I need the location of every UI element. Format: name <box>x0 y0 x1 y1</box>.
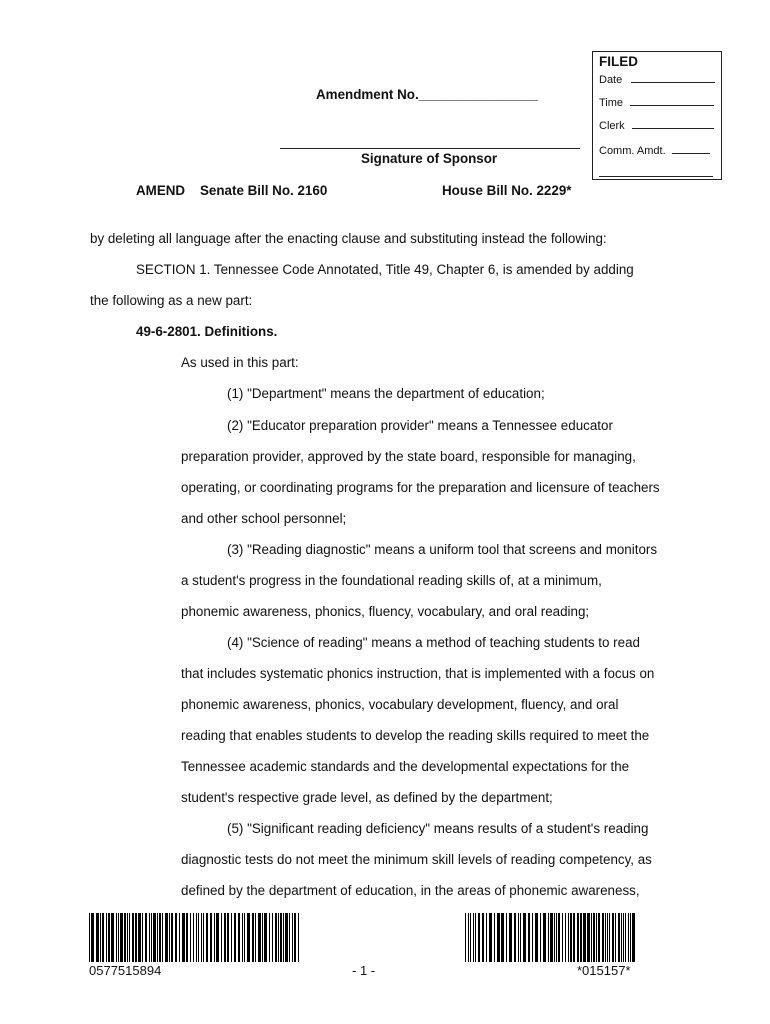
definition-5-line2: diagnostic tests do not meet the minimum skill levels of reading competency, as <box>181 852 652 867</box>
footer-right-code: *015157* <box>577 963 631 978</box>
signature-of-sponsor: Signature of Sponsor <box>361 151 498 166</box>
section1-line1: SECTION 1. Tennessee Code Annotated, Title 49, Chapter 6, is amended by adding <box>136 262 634 277</box>
barcode-bar <box>298 913 299 962</box>
intro-paragraph: by deleting all language after the enacting clause and substituting instead the following: <box>90 231 607 246</box>
barcode-left <box>89 913 299 962</box>
definition-3-line2: a student's progress in the foundational reading skills of, at a minimum, <box>181 573 602 588</box>
definition-4-line3: phonemic awareness, phonics, vocabulary development, fluency, and oral <box>181 697 619 712</box>
filed-clerk-row <box>599 119 714 132</box>
definition-5-line1: (5) "Significant reading deficiency" means results of a student's reading <box>227 821 649 836</box>
amendment-number: Amendment No.________________ <box>316 87 538 102</box>
house-bill-number: House Bill No. 2229* <box>442 183 572 198</box>
filed-time-row <box>599 96 714 109</box>
definition-4-line2: that includes systematic phonics instruction, that is implemented with a focus on <box>181 666 655 681</box>
filed-stamp-box <box>592 51 722 180</box>
filed-comm-row <box>599 144 710 157</box>
page-number: - 1 - <box>352 963 376 978</box>
definition-2-line3: operating, or coordinating programs for the preparation and licensure of teachers <box>181 480 660 495</box>
filed-comm-blank <box>672 144 710 154</box>
filed-clerk-label: Clerk <box>599 120 625 132</box>
filed-clerk-blank <box>632 119 714 129</box>
filed-date-row <box>599 73 715 86</box>
definition-4-line6: student's respective grade level, as defined by the department; <box>181 790 553 805</box>
amend-label: AMEND <box>136 183 186 198</box>
filed-time-blank <box>630 96 714 106</box>
signature-line <box>280 148 580 149</box>
filed-date-label: Date <box>599 74 623 86</box>
filed-title: FILED <box>599 54 638 69</box>
filed-time-label: Time <box>599 97 624 109</box>
definition-4-line5: Tennessee academic standards and the developmental expectations for the <box>181 759 630 774</box>
filed-comm-label: Comm. Amdt. <box>599 145 666 157</box>
definition-3-line3: phonemic awareness, phonics, fluency, vocabulary, and oral reading; <box>181 604 590 619</box>
senate-bill-number: Senate Bill No. 2160 <box>200 183 328 198</box>
filed-date-blank <box>631 73 715 83</box>
filed-extra-blank <box>599 176 713 177</box>
definition-2-line1: (2) "Educator preparation provider" means a Tennessee educator <box>227 418 613 433</box>
section-heading: 49-6-2801. Definitions. <box>136 324 278 339</box>
barcode-right <box>465 913 635 962</box>
definition-3-line1: (3) "Reading diagnostic" means a uniform tool that screens and monitors <box>227 542 658 557</box>
barcode-bar <box>632 913 635 962</box>
footer-left-code: 0577515894 <box>89 963 162 978</box>
definition-4-line1: (4) "Science of reading" means a method of teaching students to read <box>227 635 640 650</box>
section1-line2: the following as a new part: <box>90 293 253 308</box>
definition-5-line3: defined by the department of education, in the areas of phonemic awareness, <box>181 883 640 898</box>
definition-2-line4: and other school personnel; <box>181 511 347 526</box>
definition-4-line4: reading that enables students to develop the reading skills required to meet the <box>181 728 650 743</box>
as-used-text: As used in this part: <box>181 355 299 370</box>
definition-1: (1) "Department" means the department of education; <box>227 386 545 401</box>
definition-2-line2: preparation provider, approved by the state board, responsible for managing, <box>181 449 636 464</box>
